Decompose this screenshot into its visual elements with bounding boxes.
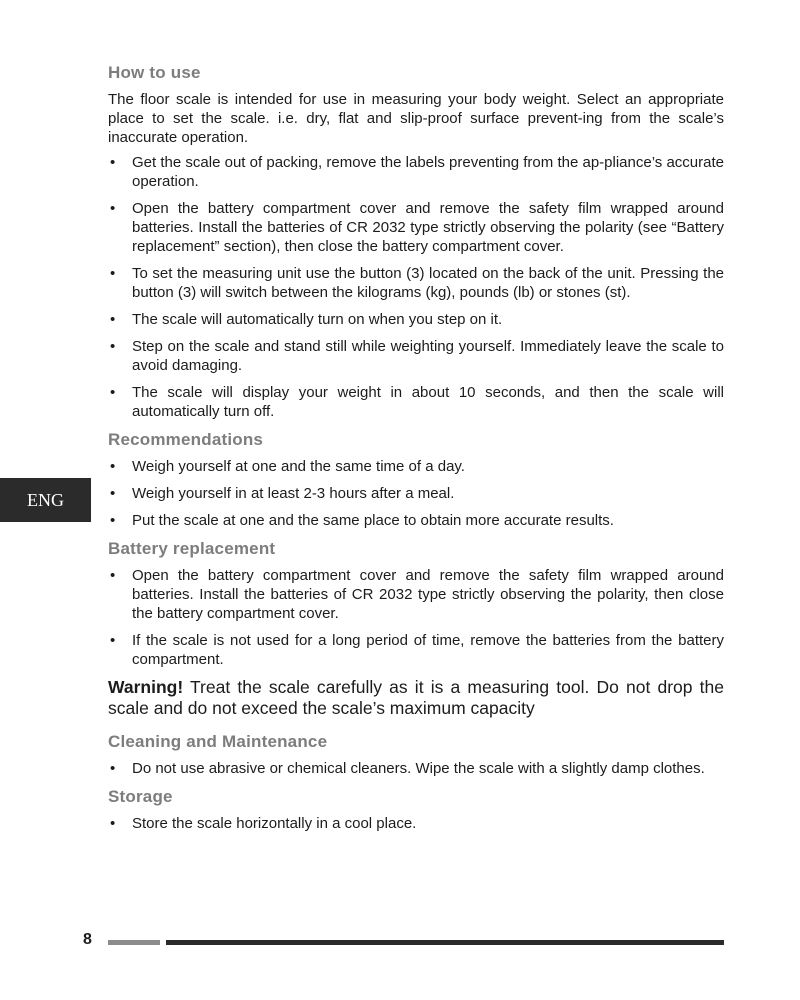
recommendations-list bbox=[108, 457, 724, 530]
section-how-to-use bbox=[108, 62, 724, 421]
list-item: • Store the scale horizontally in a cool place. bbox=[110, 815, 417, 832]
bullet-icon: • bbox=[110, 154, 116, 171]
list-item: • Open the battery compartment cover and remove the safety film wrapped around batteries. Install the batteries of CR 2032 type strictly observing the polarity, then close the battery compartment cover. bbox=[110, 567, 724, 622]
bullet-icon: • bbox=[110, 485, 116, 502]
bullet-icon: • bbox=[110, 632, 116, 649]
page-number: 8 bbox=[83, 931, 92, 948]
bullet-icon: • bbox=[110, 311, 116, 328]
bullet-icon: • bbox=[110, 458, 116, 475]
manual-page-content bbox=[108, 62, 724, 841]
language-tab bbox=[0, 478, 91, 522]
list-item: • Do not use abrasive or chemical cleaners. Wipe the scale with a slightly damp clothes. bbox=[110, 760, 705, 777]
bullet-icon: • bbox=[110, 512, 116, 529]
bullet-icon: • bbox=[110, 338, 116, 355]
section-recommendations bbox=[108, 429, 724, 530]
language-tab-label: ENG bbox=[27, 489, 64, 510]
battery-replacement-heading: Battery replacement bbox=[108, 539, 276, 558]
cleaning-heading: Cleaning and Maintenance bbox=[108, 732, 328, 751]
bullet-icon: • bbox=[110, 200, 116, 217]
how-to-use-heading: How to use bbox=[108, 63, 201, 82]
list-item: • The scale will automatically turn on when you step on it. bbox=[110, 311, 503, 328]
warning-text: Treat the scale carefully as it is a measuring tool. Do not drop the scale and do not exceed the scale’s maximum capacity bbox=[108, 677, 724, 718]
warning-note bbox=[108, 677, 724, 719]
footer-rule-long bbox=[166, 940, 724, 945]
list-item: • Weigh yourself at one and the same time of a day. bbox=[110, 458, 465, 475]
list-item: • If the scale is not used for a long period of time, remove the batteries from the battery compartment. bbox=[110, 632, 724, 668]
list-item: • Open the battery compartment cover and remove the safety film wrapped around batteries. Install the batteries of CR 2032 type strictly observing the polarity (see “Battery replacement” section), then close the battery compartment cover. bbox=[110, 200, 724, 255]
bullet-icon: • bbox=[110, 384, 116, 401]
list-item: • The scale will display your weight in about 10 seconds, and then the scale will automatically turn off. bbox=[110, 384, 724, 420]
how-to-use-list bbox=[108, 153, 724, 421]
section-battery-replacement bbox=[108, 538, 724, 719]
bullet-icon: • bbox=[110, 567, 116, 584]
battery-list bbox=[108, 566, 724, 669]
section-storage bbox=[108, 786, 724, 833]
storage-heading: Storage bbox=[108, 787, 173, 806]
list-item: • Put the scale at one and the same place to obtain more accurate results. bbox=[110, 512, 614, 529]
cleaning-list bbox=[108, 759, 724, 778]
list-item: • Step on the scale and stand still while weighting yourself. Immediately leave the scale to avoid damaging. bbox=[110, 338, 724, 374]
section-cleaning bbox=[108, 731, 724, 778]
warning-label: Warning! bbox=[108, 677, 184, 697]
list-item: • Weigh yourself in at least 2-3 hours after a meal. bbox=[110, 485, 455, 502]
bullet-icon: • bbox=[110, 265, 116, 282]
how-to-use-intro: The floor scale is intended for use in measuring your body weight. Select an appropriate place to set the scale. i.e. dry, flat and slip-proof surface prevent-ing from the scale’s inaccurate operation. bbox=[108, 91, 724, 146]
bullet-icon: • bbox=[110, 815, 116, 832]
footer-rule-short bbox=[108, 940, 160, 945]
list-item: • To set the measuring unit use the button (3) located on the back of the unit. Pressing the button (3) will switch between the kilograms (kg), pounds (lb) or stones (st). bbox=[110, 265, 724, 301]
storage-list bbox=[108, 814, 724, 833]
bullet-icon: • bbox=[110, 760, 116, 777]
list-item: • Get the scale out of packing, remove the labels preventing from the ap-pliance’s accurate operation. bbox=[110, 154, 724, 190]
recommendations-heading: Recommendations bbox=[108, 430, 264, 449]
